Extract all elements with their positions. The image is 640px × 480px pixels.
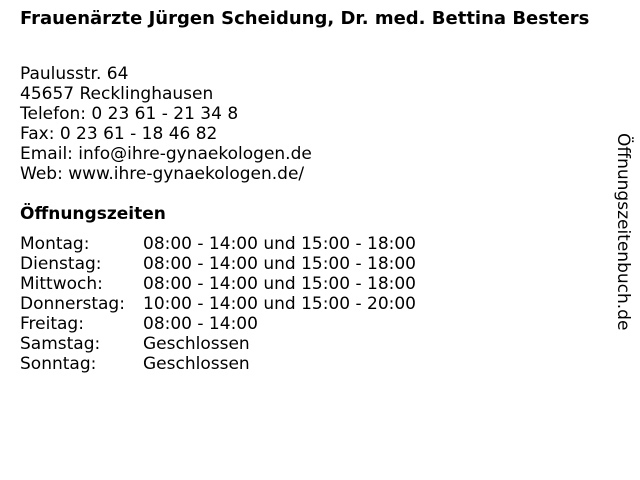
day-times: Geschlossen [143, 354, 250, 374]
day-times: 10:00 - 14:00 und 15:00 - 20:00 [143, 294, 416, 314]
day-times: Geschlossen [143, 334, 250, 354]
day-times: 08:00 - 14:00 und 15:00 - 18:00 [143, 234, 416, 254]
email-address: Email: info@ihre-gynaekologen.de [20, 144, 312, 164]
day-label: Freitag: [20, 314, 84, 334]
opening-hours-heading: Öffnungszeiten [20, 204, 166, 224]
day-label: Mittwoch: [20, 274, 103, 294]
day-label: Sonntag: [20, 354, 97, 374]
fax-number: Fax: 0 23 61 - 18 46 82 [20, 124, 218, 144]
phone-number: Telefon: 0 23 61 - 21 34 8 [20, 104, 239, 124]
watermark-text: Öffnungszeitenbuch.de [613, 133, 633, 331]
street-address: Paulusstr. 64 [20, 64, 129, 84]
day-label: Samstag: [20, 334, 101, 354]
contact-block [20, 64, 312, 184]
day-times: 08:00 - 14:00 und 15:00 - 18:00 [143, 254, 416, 274]
day-times: 08:00 - 14:00 [143, 314, 258, 334]
day-times: 08:00 - 14:00 und 15:00 - 18:00 [143, 274, 416, 294]
day-label: Donnerstag: [20, 294, 125, 314]
day-label: Dienstag: [20, 254, 102, 274]
city-address: 45657 Recklinghausen [20, 84, 214, 104]
website-address: Web: www.ihre-gynaekologen.de/ [20, 164, 305, 184]
practice-name: Frauenärzte Jürgen Scheidung, Dr. med. Bettina Besters [20, 8, 590, 29]
day-label: Montag: [20, 234, 90, 254]
